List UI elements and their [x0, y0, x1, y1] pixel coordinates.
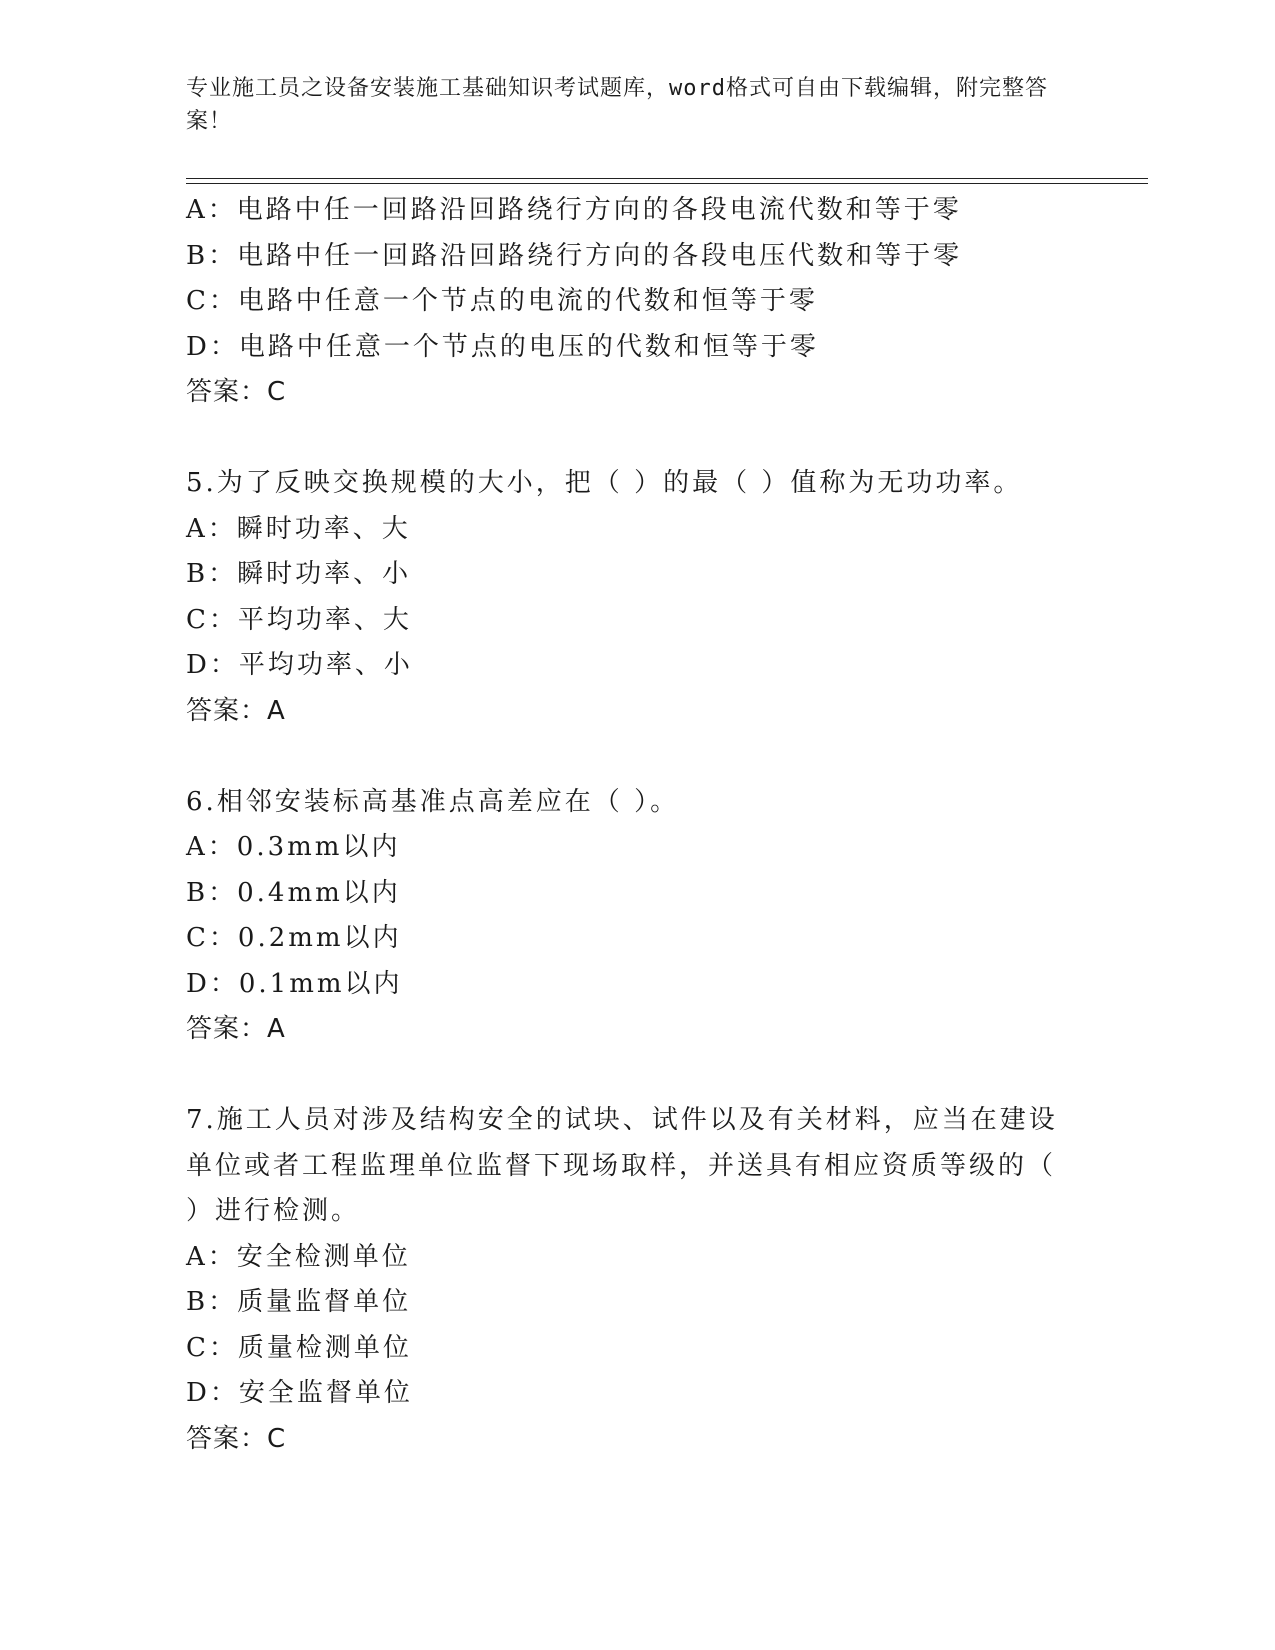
option-key: C：: [186, 1332, 238, 1363]
option-a: [186, 1235, 1086, 1281]
option-key: A：: [186, 1241, 237, 1272]
option-text: 瞬时功率、大: [236, 513, 411, 544]
option-text: 电路中任一回路沿回路绕行方向的各段电压代数和等于零: [237, 240, 963, 271]
option-text: 平均功率、小: [238, 650, 413, 680]
option-text: 安全监督单位: [238, 1378, 413, 1408]
option-text: 0.1mm以内: [238, 968, 403, 999]
question-stem: 5.为了反映交换规模的大小，把（ ）的最（ ）值称为无功功率。: [186, 468, 1023, 498]
option-text: 质量检测单位: [237, 1332, 412, 1363]
option-d: [186, 1371, 1086, 1417]
option-key: D：: [186, 331, 239, 362]
option-text: 安全检测单位: [236, 1241, 411, 1272]
option-c: [186, 598, 1086, 644]
option-b: [186, 234, 1086, 280]
option-key: A：: [186, 832, 237, 862]
option-text: 0.4mm以内: [237, 877, 401, 908]
option-a: [186, 188, 1086, 234]
option-c: [186, 1326, 1086, 1372]
option-b: [186, 871, 1086, 917]
option-key: C：: [186, 286, 238, 316]
question-stem: 7.施工人员对涉及结构安全的试块、试件以及有关材料，应当在建设单位或者工程监理单位监督下现场取样，并送具有相应资质等级的（ ）进行检测。: [186, 1105, 1058, 1226]
question-4-continued: [186, 188, 1086, 416]
option-text: 0.3mm以内: [236, 832, 401, 862]
option-d: [186, 325, 1086, 371]
option-text: 瞬时功率、小: [237, 559, 412, 589]
option-a: [186, 825, 1086, 871]
option-key: B：: [186, 559, 238, 589]
option-text: 平均功率、大: [237, 604, 412, 635]
option-c: [186, 916, 1086, 962]
option-b: [186, 1280, 1086, 1326]
option-key: B：: [186, 240, 238, 271]
question-list: [186, 188, 1086, 1462]
header-rule-bottom: [186, 183, 1148, 184]
option-key: B：: [186, 877, 238, 908]
option-key: D：: [186, 1378, 239, 1408]
option-text: 电路中任意一个节点的电压的代数和恒等于零: [238, 331, 819, 362]
option-key: C：: [186, 604, 238, 635]
spacer: [186, 734, 1086, 780]
answer-line: 答案：C: [186, 1423, 287, 1454]
answer-line: 答案：A: [186, 1014, 286, 1044]
option-key: A：: [186, 513, 237, 544]
option-key: A：: [186, 195, 237, 225]
spacer: [186, 1053, 1086, 1099]
option-c: [186, 279, 1086, 325]
question-5: [186, 461, 1086, 734]
option-b: [186, 552, 1086, 598]
answer-line: 答案：A: [186, 695, 286, 726]
answer-line: 答案：C: [186, 377, 287, 407]
question-6: [186, 780, 1086, 1053]
header-rule-top: [186, 178, 1148, 179]
option-d: [186, 962, 1086, 1008]
spacer: [186, 416, 1086, 462]
option-text: 电路中任一回路沿回路绕行方向的各段电流代数和等于零: [236, 195, 962, 225]
option-key: D：: [186, 968, 239, 999]
option-text: 电路中任意一个节点的电流的代数和恒等于零: [237, 286, 818, 316]
option-text: 质量监督单位: [237, 1287, 412, 1317]
option-key: C：: [186, 923, 238, 953]
option-key: D：: [186, 650, 239, 680]
question-stem: 6.相邻安装标高基准点高差应在（ ）。: [186, 786, 680, 817]
option-a: [186, 507, 1086, 553]
option-text: 0.2mm以内: [237, 923, 402, 953]
option-key: B：: [186, 1287, 238, 1317]
header-note: 专业施工员之设备安装施工基础知识考试题库，word格式可自由下载编辑，附完整答案！: [186, 76, 1048, 134]
option-d: [186, 643, 1086, 689]
question-7: [186, 1098, 1086, 1462]
